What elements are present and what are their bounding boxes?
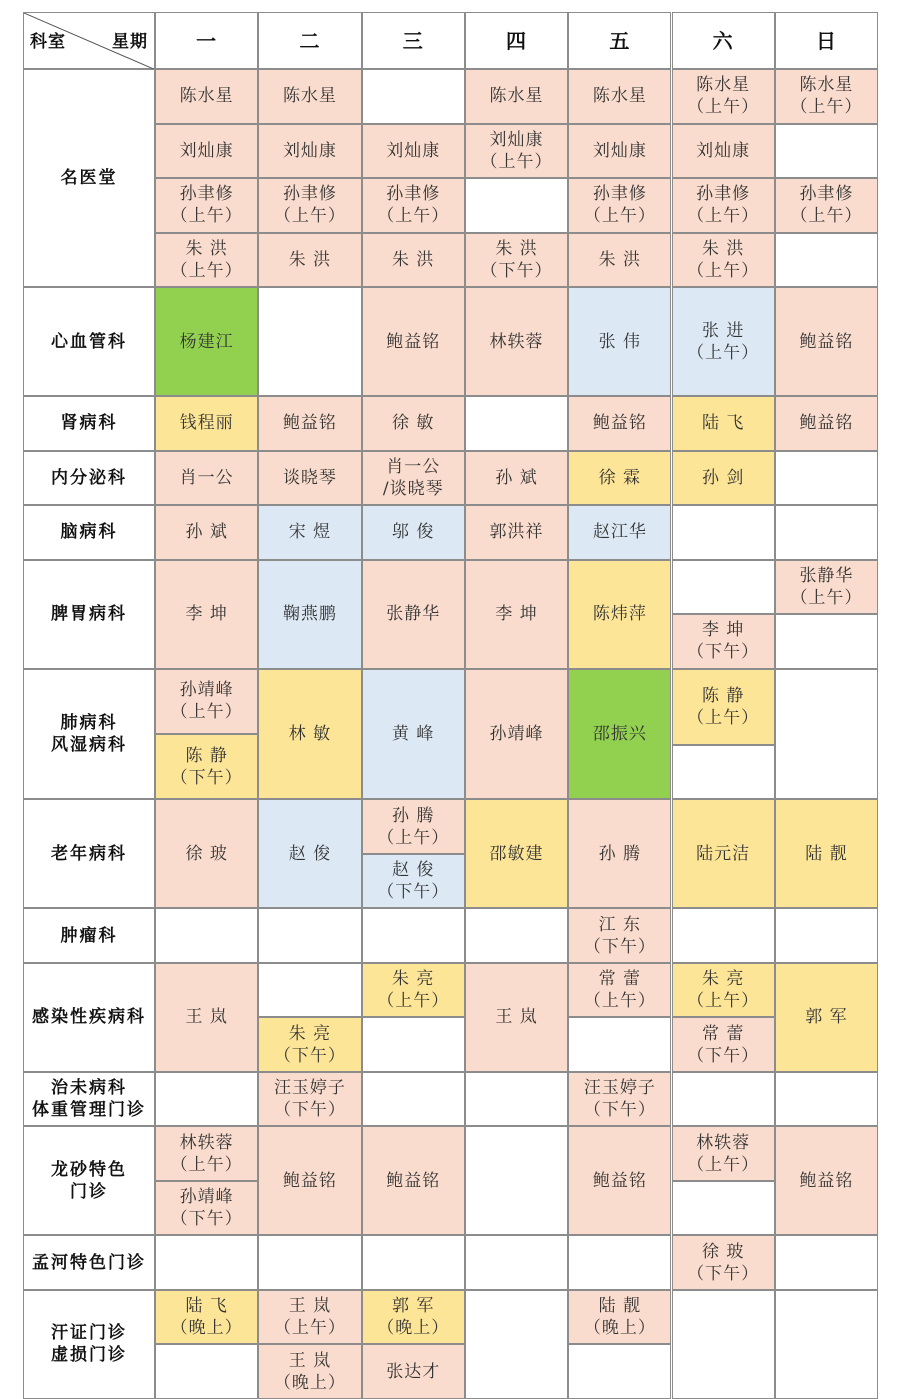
schedule-cell: 朱 洪 — [568, 233, 671, 288]
schedule-cell — [672, 505, 775, 560]
schedule-cell: 陈水星 — [258, 69, 361, 124]
schedule-cell: 朱 洪 （上午） — [155, 233, 258, 288]
schedule-cell: 孙 腾 — [568, 799, 671, 908]
schedule-cell — [362, 1017, 465, 1072]
schedule-cell: 张 伟 — [568, 287, 671, 396]
schedule-cell: 张静华 （上午） — [775, 560, 878, 615]
schedule-cell: 林轶蓉 （上午） — [672, 1126, 775, 1181]
department-label: 肺病科 风湿病科 — [23, 669, 155, 800]
schedule-cell: 郭 军 （晚上） — [362, 1290, 465, 1345]
schedule-cell: 李 坤 （下午） — [672, 614, 775, 669]
schedule-cell: 徐 敏 — [362, 396, 465, 451]
schedule-cell: 孙靖峰 — [465, 669, 568, 800]
schedule-cell: 林轶蓉 — [465, 287, 568, 396]
day-header: 一 — [155, 12, 258, 69]
schedule-cell: 李 坤 — [155, 560, 258, 669]
department-label: 脑病科 — [23, 505, 155, 560]
schedule-cell: 鲍益铭 — [775, 1126, 878, 1235]
schedule-cell — [775, 124, 878, 179]
schedule-cell: 陆 飞 — [672, 396, 775, 451]
department-label: 龙砂特色 门诊 — [23, 1126, 155, 1235]
schedule-cell: 邵振兴 — [568, 669, 671, 800]
schedule-cell — [775, 451, 878, 506]
schedule-cell — [672, 1072, 775, 1127]
schedule-cell: 鲍益铭 — [775, 396, 878, 451]
schedule-cell: 邬 俊 — [362, 505, 465, 560]
day-header: 五 — [568, 12, 671, 69]
schedule-cell: 陈 静 （下午） — [155, 734, 258, 799]
schedule-cell — [258, 908, 361, 963]
schedule-cell — [568, 1235, 671, 1290]
day-header: 三 — [362, 12, 465, 69]
schedule-cell — [672, 908, 775, 963]
department-label: 肾病科 — [23, 396, 155, 451]
schedule-cell: 刘灿康 — [258, 124, 361, 179]
schedule-cell: 鲍益铭 — [258, 1126, 361, 1235]
schedule-cell: 陈 静 （上午） — [672, 669, 775, 745]
schedule-cell: 孙靖峰 （上午） — [155, 669, 258, 734]
schedule-cell: 孙 斌 — [155, 505, 258, 560]
schedule-cell: 王 岚 — [155, 963, 258, 1072]
schedule-cell — [775, 1290, 878, 1399]
schedule-cell: 宋 煜 — [258, 505, 361, 560]
schedule-cell: 赵 俊 （下午） — [362, 854, 465, 909]
schedule-cell — [155, 1072, 258, 1127]
department-label: 肿瘤科 — [23, 908, 155, 963]
schedule-cell: 徐 霖 — [568, 451, 671, 506]
schedule-cell — [775, 614, 878, 669]
schedule-cell — [775, 233, 878, 288]
schedule-cell: 孙靖峰 （下午） — [155, 1181, 258, 1236]
schedule-cell: 鲍益铭 — [568, 1126, 671, 1235]
schedule-cell: 刘灿康 （上午） — [465, 124, 568, 179]
schedule-cell: 鲍益铭 — [258, 396, 361, 451]
schedule-cell — [775, 908, 878, 963]
schedule-cell: 刘灿康 — [362, 124, 465, 179]
schedule-cell: 陈炜萍 — [568, 560, 671, 669]
schedule-cell: 孙聿修 （上午） — [775, 178, 878, 233]
schedule-cell: 肖一公 /谈晓琴 — [362, 451, 465, 506]
schedule-cell: 孙聿修 （上午） — [258, 178, 361, 233]
schedule-cell: 朱 洪 — [258, 233, 361, 288]
schedule-cell: 陈水星 （上午） — [672, 69, 775, 124]
schedule-cell: 朱 洪 — [362, 233, 465, 288]
schedule-cell: 朱 亮 （上午） — [362, 963, 465, 1018]
schedule-cell: 孙 剑 — [672, 451, 775, 506]
schedule-cell — [465, 1290, 568, 1399]
schedule-cell — [362, 1072, 465, 1127]
day-header: 二 — [258, 12, 361, 69]
department-label: 感染性疾病科 — [23, 963, 155, 1072]
schedule-cell: 杨建江 — [155, 287, 258, 396]
department-label: 治未病科 体重管理门诊 — [23, 1072, 155, 1127]
department-label: 汗证门诊 虚损门诊 — [23, 1290, 155, 1399]
schedule-cell: 朱 洪 （下午） — [465, 233, 568, 288]
schedule-cell: 汪玉婷子 （下午） — [568, 1072, 671, 1127]
schedule-cell: 孙聿修 （上午） — [672, 178, 775, 233]
schedule-cell: 汪玉婷子 （下午） — [258, 1072, 361, 1127]
schedule-cell: 陆 靓 — [775, 799, 878, 908]
schedule-cell: 黄 峰 — [362, 669, 465, 800]
schedule-cell — [465, 178, 568, 233]
schedule-cell: 林轶蓉 （上午） — [155, 1126, 258, 1181]
schedule-cell: 郭洪祥 — [465, 505, 568, 560]
schedule-cell: 林 敏 — [258, 669, 361, 800]
schedule-cell: 刘灿康 — [155, 124, 258, 179]
schedule-cell — [465, 1072, 568, 1127]
schedule-cell — [568, 1344, 671, 1399]
schedule-cell — [672, 1181, 775, 1236]
schedule-cell — [568, 1017, 671, 1072]
department-label: 内分泌科 — [23, 451, 155, 506]
schedule-cell: 孙 腾 （上午） — [362, 799, 465, 854]
department-label: 老年病科 — [23, 799, 155, 908]
schedule-cell: 陈水星 — [155, 69, 258, 124]
department-label: 孟河特色门诊 — [23, 1235, 155, 1290]
schedule-cell — [672, 560, 775, 615]
schedule-cell — [465, 908, 568, 963]
schedule-cell: 朱 亮 （上午） — [672, 963, 775, 1018]
schedule-cell: 陈水星 — [465, 69, 568, 124]
schedule-cell: 徐 玻 — [155, 799, 258, 908]
schedule-cell: 陈水星 — [568, 69, 671, 124]
schedule-cell — [362, 1235, 465, 1290]
schedule-cell: 王 岚 — [465, 963, 568, 1072]
schedule-cell — [155, 1344, 258, 1399]
schedule-cell — [362, 69, 465, 124]
schedule-cell — [775, 669, 878, 800]
schedule-cell — [258, 287, 361, 396]
schedule-cell: 鞠燕鹏 — [258, 560, 361, 669]
schedule-cell: 王 岚 （晚上） — [258, 1344, 361, 1399]
schedule-cell — [258, 1235, 361, 1290]
schedule-cell — [672, 1290, 775, 1399]
schedule-cell: 钱程丽 — [155, 396, 258, 451]
schedule-cell: 朱 亮 （下午） — [258, 1017, 361, 1072]
corner-header — [23, 12, 155, 69]
department-label: 脾胃病科 — [23, 560, 155, 669]
schedule-cell — [465, 1126, 568, 1235]
schedule-cell — [155, 908, 258, 963]
schedule-cell: 孙聿修 （上午） — [568, 178, 671, 233]
schedule-cell: 刘灿康 — [568, 124, 671, 179]
schedule-cell: 郭 军 — [775, 963, 878, 1072]
corner-day-label: 星期 — [112, 32, 148, 52]
schedule-cell — [775, 505, 878, 560]
schedule-cell — [465, 396, 568, 451]
schedule-cell: 孙 斌 — [465, 451, 568, 506]
corner-dept-label: 科室 — [30, 32, 66, 52]
schedule-cell: 张静华 — [362, 560, 465, 669]
schedule-cell — [775, 1235, 878, 1290]
schedule-cell: 常 蕾 （上午） — [568, 963, 671, 1018]
schedule-cell: 张 进 （上午） — [672, 287, 775, 396]
day-header: 日 — [775, 12, 878, 69]
schedule-cell: 鲍益铭 — [568, 396, 671, 451]
schedule-cell: 肖一公 — [155, 451, 258, 506]
schedule-cell: 刘灿康 — [672, 124, 775, 179]
day-header: 四 — [465, 12, 568, 69]
schedule-cell: 鲍益铭 — [362, 287, 465, 396]
schedule-cell: 李 坤 — [465, 560, 568, 669]
schedule-cell — [672, 745, 775, 800]
schedule-cell: 鲍益铭 — [362, 1126, 465, 1235]
schedule-cell: 徐 玻 （下午） — [672, 1235, 775, 1290]
schedule-cell — [155, 1235, 258, 1290]
schedule-cell: 朱 洪 （上午） — [672, 233, 775, 288]
schedule-cell: 孙聿修 （上午） — [362, 178, 465, 233]
schedule-cell: 常 蕾 （下午） — [672, 1017, 775, 1072]
schedule-cell — [465, 1235, 568, 1290]
schedule-cell: 赵江华 — [568, 505, 671, 560]
schedule-cell — [775, 1072, 878, 1127]
schedule-cell: 陆元洁 — [672, 799, 775, 908]
schedule-cell: 谈晓琴 — [258, 451, 361, 506]
schedule-cell: 张达才 — [362, 1344, 465, 1399]
department-label: 心血管科 — [23, 287, 155, 396]
schedule-cell: 陈水星 （上午） — [775, 69, 878, 124]
schedule-cell: 江 东 （下午） — [568, 908, 671, 963]
schedule-cell: 赵 俊 — [258, 799, 361, 908]
schedule-cell: 邵敏建 — [465, 799, 568, 908]
schedule-cell — [362, 908, 465, 963]
day-header: 六 — [672, 12, 775, 69]
schedule-cell: 陆 靓 （晚上） — [568, 1290, 671, 1345]
schedule-cell: 鲍益铭 — [775, 287, 878, 396]
schedule-cell: 孙聿修 （上午） — [155, 178, 258, 233]
department-label: 名医堂 — [23, 69, 155, 287]
schedule-cell: 陆 飞 （晚上） — [155, 1290, 258, 1345]
schedule-cell: 王 岚 （上午） — [258, 1290, 361, 1345]
schedule-cell — [258, 963, 361, 1018]
